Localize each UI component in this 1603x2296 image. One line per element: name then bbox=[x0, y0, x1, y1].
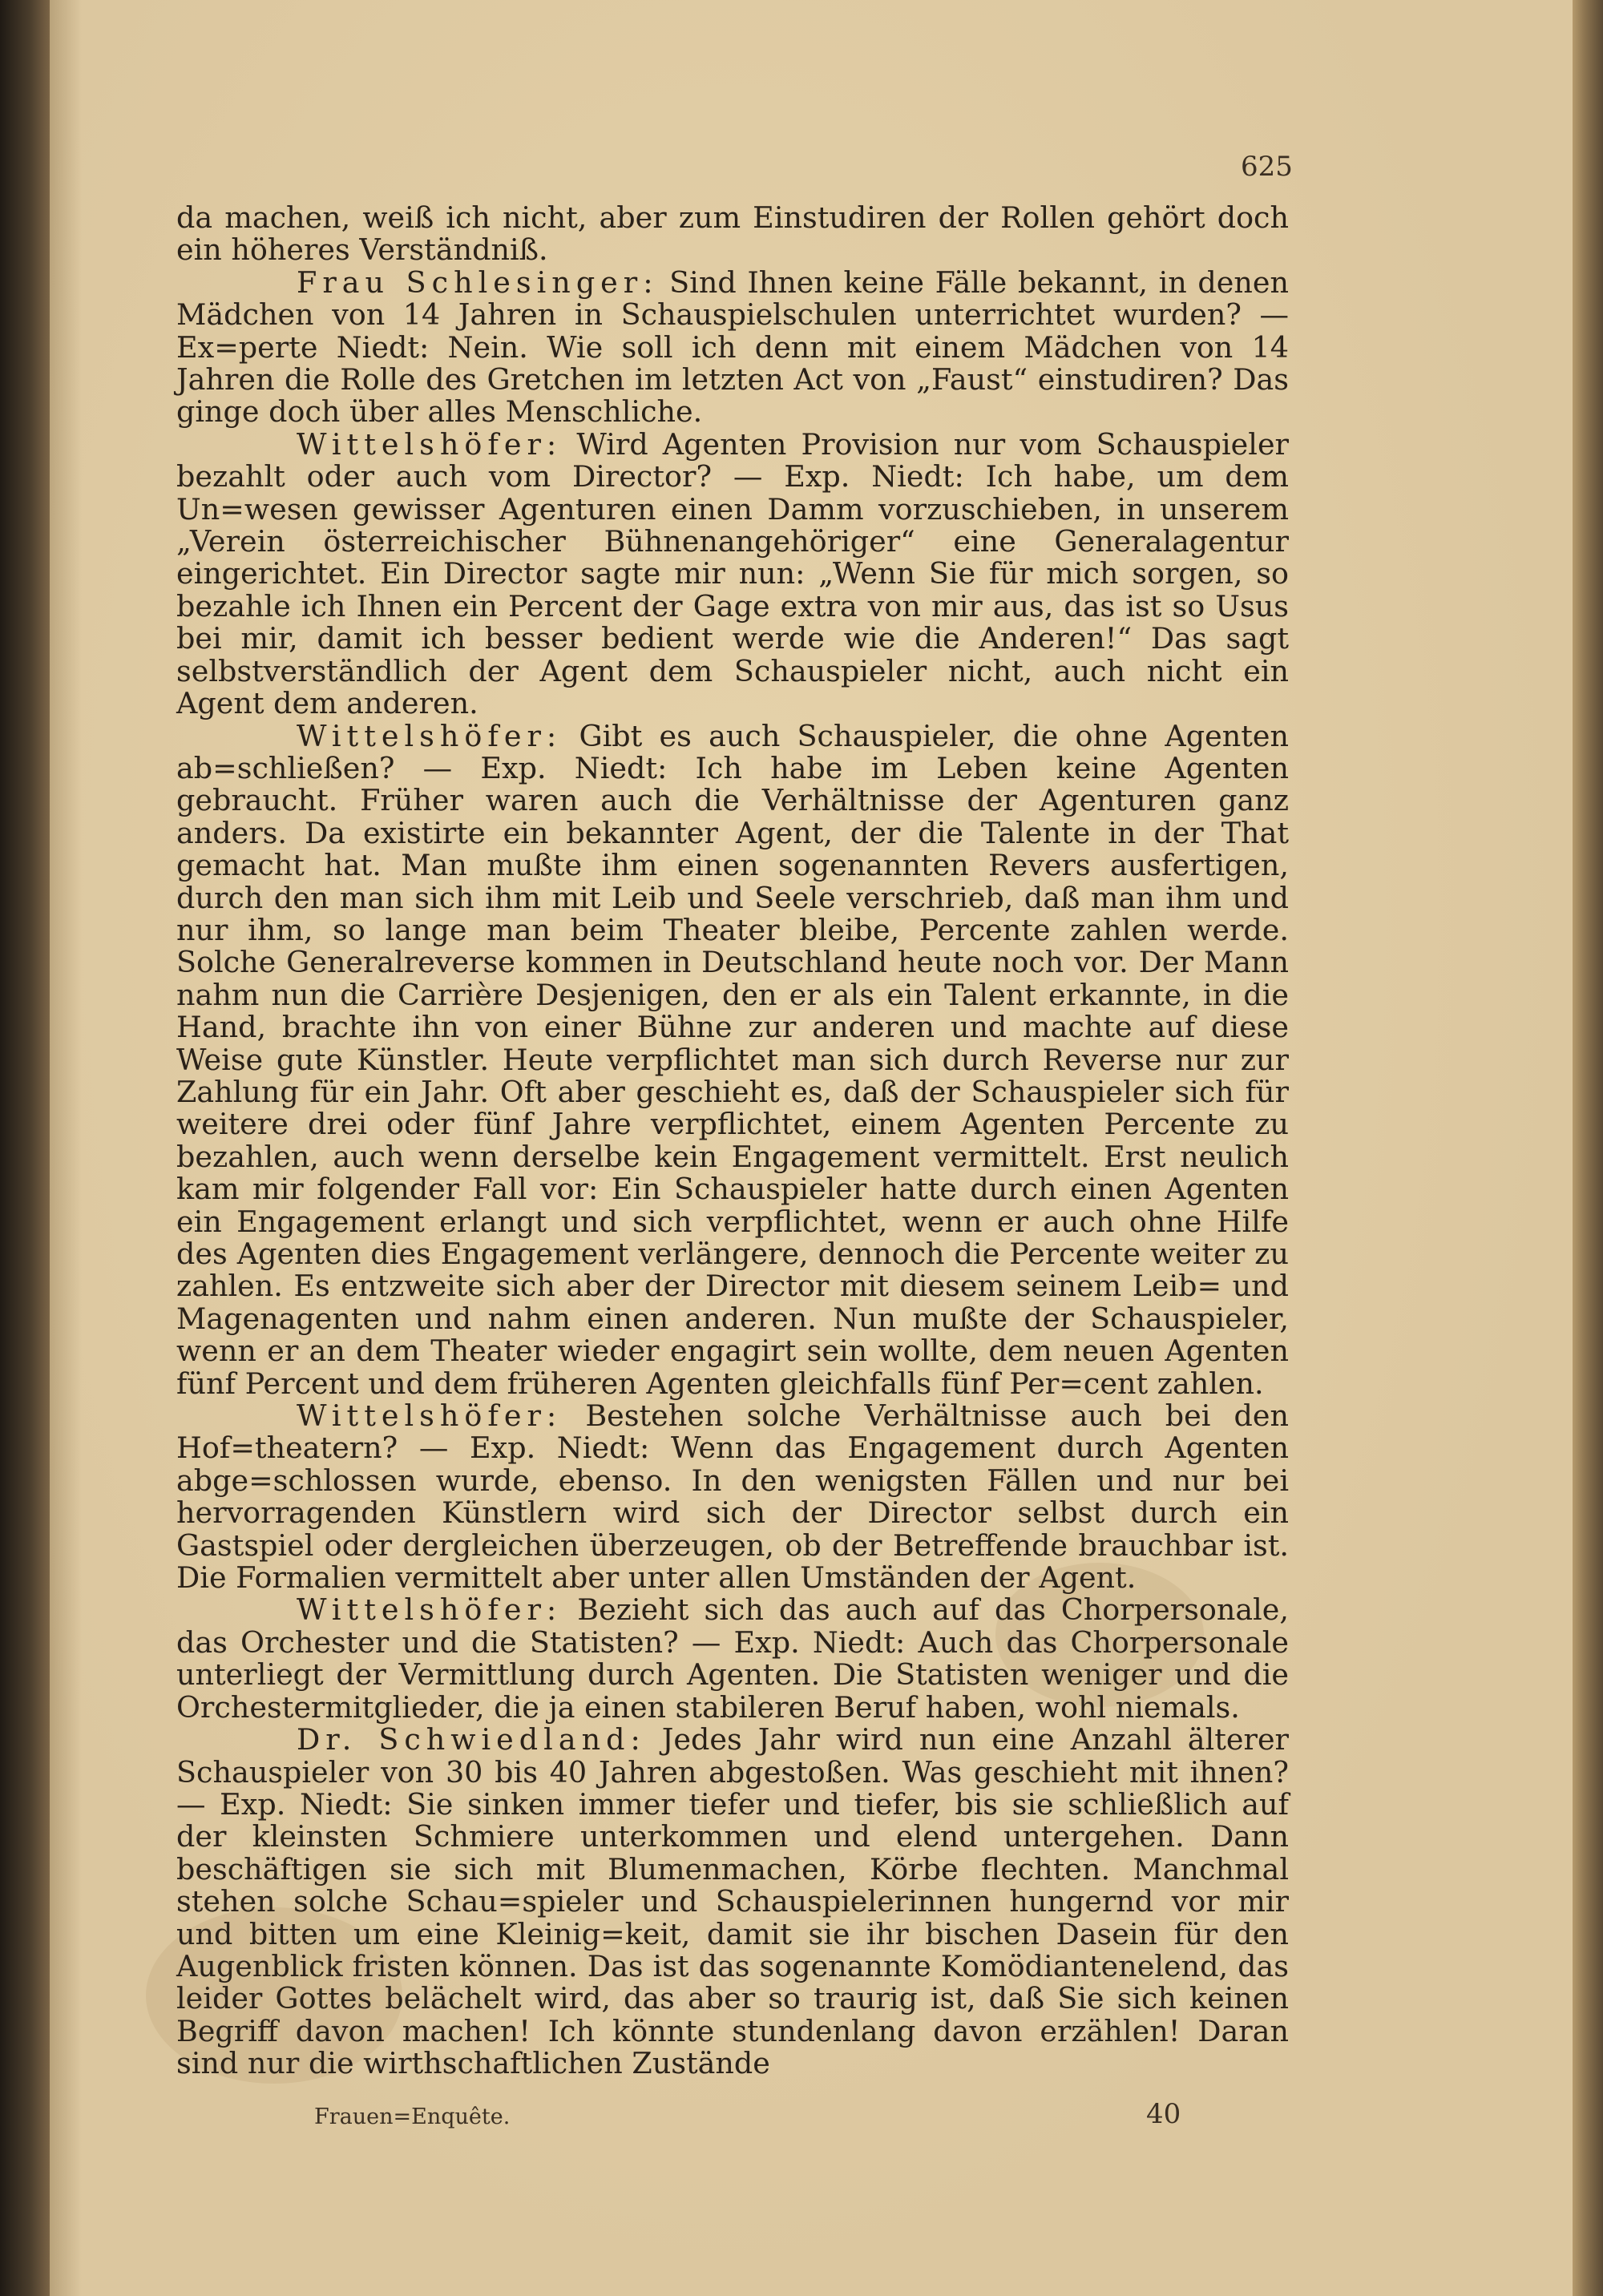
paragraph bbox=[176, 1724, 1289, 2080]
body-text bbox=[176, 202, 1289, 2080]
paragraph bbox=[176, 1594, 1289, 1724]
footer-sheet-number: 40 bbox=[1146, 2098, 1181, 2130]
speaker-name: Wittelshöfer: bbox=[297, 1592, 563, 1628]
paragraph bbox=[176, 1400, 1289, 1594]
paragraph-text: Gibt es auch Schauspieler, die ohne Agenten ab=schließen? — Exp. Niedt: Ich habe im Leben keine Agenten gebraucht. Früher waren auch die Verhältnisse der Agenturen ganz anders. Da existirte ein bekannter Agent, der die Talente in der That gemacht hat. Man mußte ihm einen sogenannten Revers ausfertigen, durch den man sich ihm mit Leib und Seele verschrieb, daß man ihm und nur ihm, so lange man beim Theater bleibe, Percente zahlen werde. Solche Generalreverse kommen in Deutschland heute noch vor. Der Mann nahm nun die Carrière Desjenigen, den er als ein Talent erkannte, in die Hand, brachte ihn von einer Bühne zur anderen und machte auf diese Weise gute Künstler. Heute verpflichtet man sich durch Reverse nur zur Zahlung für ein Jahr. Oft aber geschieht es, daß der Schauspieler sich für weitere drei oder fünf Jahre verpflichtet, einem Agenten Percente zu bezahlen, auch wenn derselbe kein Engagement vermittelt. Erst neulich kam mir folgender Fall vor: Ein Schauspieler hatte durch einen Agenten ein Engagement erlangt und sich verpflichtet, wenn er auch ohne Hilfe des Agenten dies Engagement verlängere, dennoch die Percente weiter zu zahlen. Es entzweite sich aber der Director mit diesem seinem Leib= und Magenagenten und nahm einen anderen. Nun mußte der Schauspieler, wenn er an dem Theater wieder engagirt sein wollte, dem neuen Agenten fünf Percent und dem früheren Agenten gleichfalls fünf Per=cent zahlen. bbox=[176, 718, 1289, 1401]
paragraph-text: Bestehen solche Verhältnisse auch bei den Hof=theatern? — Exp. Niedt: Wenn das Engagement durch Agenten abge=schlossen wurde, ebenso. In den wenigsten Fällen und nur bei hervorragenden Künstlern wird sich der Director selbst durch ein Gastspiel oder dergleichen überzeugen, ob der Betreffende brauchbar ist. Die Formalien vermittelt aber unter allen Umständen der Agent. bbox=[176, 1398, 1289, 1596]
paragraph-text: da machen, weiß ich nicht, aber zum Einstudiren der Rollen gehört doch ein höheres Verständniß. bbox=[176, 200, 1289, 268]
paragraph-text: Bezieht sich das auch auf das Chorpersonale, das Orchester und die Statisten? — Exp. Niedt: Auch das Chorpersonale unterliegt der Vermittlung durch Agenten. Die Statisten weniger und die Orchestermitglieder, die ja einen stabileren Beruf haben, wohl niemals. bbox=[176, 1592, 1289, 1725]
speaker-name: Frau Schlesinger: bbox=[297, 264, 659, 300]
paragraph bbox=[176, 426, 1289, 721]
paragraph bbox=[176, 720, 1289, 1401]
page-edge bbox=[1573, 0, 1603, 2296]
speaker-name: Dr. Schwiedland: bbox=[297, 1722, 646, 1757]
page-number: 625 bbox=[1241, 151, 1293, 183]
paragraph-text: Wird Agenten Provision nur vom Schauspieler bezahlt oder auch vom Director? — Exp. Niedt: Ich habe, um dem Un=wesen gewisser Agenturen einen Damm vorzuschieben, in unserem „Verein österreichischer Bühnenangehöriger“ eine Generalagentur eingerichtet. Ein Director sagte mir nun: „Wenn Sie für mich sorgen, so bezahle ich Ihnen ein Percent der Gage extra von mir aus, das ist so Usus bei mir, damit ich besser bedient werde wie die Anderen!“ Das sagt selbstverständlich der Agent dem Schauspieler nicht, auch nicht ein Agent dem anderen. bbox=[176, 426, 1289, 721]
book-gutter bbox=[0, 0, 50, 2296]
footer-signature: Frauen=Enquête. bbox=[314, 2104, 511, 2129]
paragraph bbox=[176, 264, 1289, 430]
speaker-name: Wittelshöfer: bbox=[297, 426, 563, 462]
paragraph-text: Sind Ihnen keine Fälle bekannt, in denen Mädchen von 14 Jahren in Schauspielschulen unterrichtet wurden? — Ex=perte Niedt: Nein. Wie soll ich denn mit einem Mädchen von 14 Jahren die Rolle des Gretchen im letzten Act von „Faust“ einstudiren? Das ginge doch über alles Menschliche. bbox=[176, 264, 1289, 430]
paragraph bbox=[176, 202, 1289, 267]
paragraph-text: Jedes Jahr wird nun eine Anzahl älterer Schauspieler von 30 bis 40 Jahren abgestoßen. Was geschieht mit ihnen? — Exp. Niedt: Sie sinken immer tiefer und tiefer, bis sie schließlich auf der kleinsten Schmiere unterkommen und elend untergehen. Dann beschäftigen sie sich mit Blumenmachen, Körbe flechten. Manchmal stehen solche Schau=spieler und Schauspielerinnen hungernd vor mir und bitten um eine Kleinig=keit, damit sie ihr bischen Dasein für den Augenblick fristen können. Das ist das sogenannte Komödiantenelend, das leider Gottes belächelt wird, das aber so traurig ist, daß Sie sich keinen Begriff davon machen! Ich könnte stundenlang davon erzählen! Daran sind nur die wirthschaftlichen Zustände bbox=[176, 1722, 1289, 2081]
speaker-name: Wittelshöfer: bbox=[297, 1398, 563, 1434]
speaker-name: Wittelshöfer: bbox=[297, 718, 563, 753]
